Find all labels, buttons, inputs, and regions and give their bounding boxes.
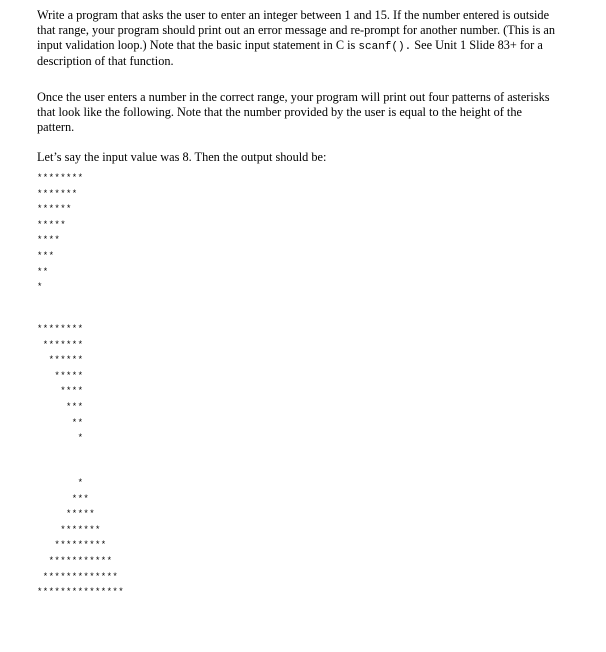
instructions-reference: See Unit 1 Slide 83+ for a description of that function. (37, 37, 543, 69)
pattern-descending-right: ******** ******* ****** ***** **** *** ** * (37, 324, 84, 444)
paragraph-patterns: Once the user enters a number in the correct range, your program will print out four patterns of asterisks that look like the following. Note that the number provided by the user is equal to the height of the pattern. (37, 90, 550, 134)
instructions-text: Write a program that asks the user to enter an integer between 1 and 15. If the number entered is outside that range, your program should print out an error message and re-prompt for another number. (This is an input validation loop.) Note that the basic input statement in C is (37, 8, 556, 52)
pattern-pyramid: * *** ***** ******* ********* *********** ************* *************** (37, 478, 125, 598)
document-body (37, 8, 557, 164)
paragraph-instructions (37, 8, 557, 69)
scanf-code: scanf(). (358, 40, 412, 53)
paragraph-example: Let’s say the input value was 8. Then the output should be: (37, 149, 327, 164)
pattern-descending-left: ******** ******* ****** ***** **** *** ** * (37, 173, 84, 293)
